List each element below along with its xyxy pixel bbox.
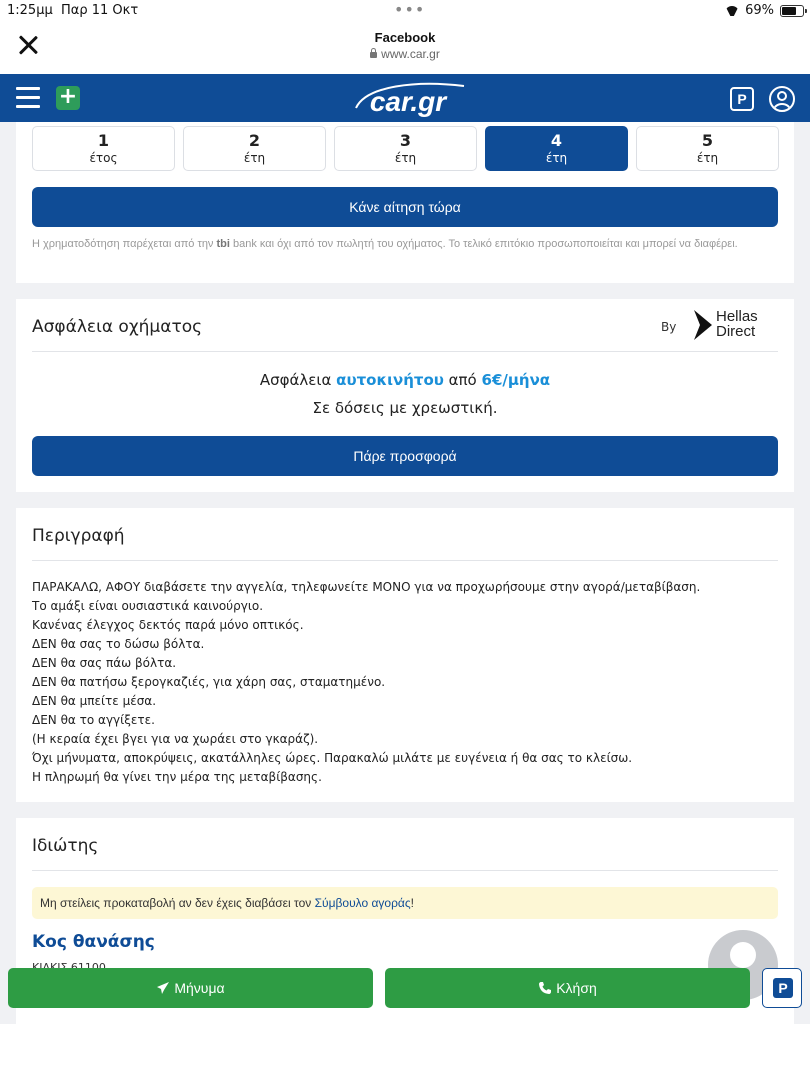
call-button[interactable]: Κλήση: [385, 968, 750, 1008]
paper-plane-icon: [156, 981, 170, 995]
car-insurance-link[interactable]: αυτοκινήτου: [336, 371, 444, 389]
add-listing-button[interactable]: +: [56, 86, 80, 110]
site-navbar: [0, 74, 810, 122]
get-offer-button[interactable]: Πάρε προσφορά: [32, 436, 778, 476]
logo-text: car.gr: [369, 86, 447, 117]
insurance-divider: [32, 351, 778, 352]
hellas-direct-logo-icon: [692, 309, 714, 341]
financing-years-selector: [32, 126, 779, 171]
user-account-icon[interactable]: [769, 86, 795, 112]
battery-icon: [780, 5, 804, 17]
financing-disclaimer: Η χρηματοδότηση παρέχεται από την tbi bank και όχι από τον πωλητή του οχήματος. Το τελικό επιτόκιο προσωποποιείται και μπορεί να διαφέρει.: [32, 238, 738, 250]
parking-save-button[interactable]: [762, 968, 802, 1008]
parking-icon: P: [773, 978, 793, 998]
year-option-5[interactable]: 5 έτη: [636, 126, 779, 171]
page-bottom-area: [0, 1024, 810, 1080]
year-option-3[interactable]: 3 έτη: [334, 126, 477, 171]
multitask-dots[interactable]: •••: [394, 0, 426, 19]
by-label: By: [661, 320, 677, 334]
battery-percent: 69%: [745, 3, 774, 18]
phone-icon: [538, 981, 552, 995]
apply-now-button[interactable]: Κάνε αίτηση τώρα: [32, 187, 778, 227]
wifi-icon: [725, 6, 739, 16]
year-option-2[interactable]: 2 έτη: [183, 126, 326, 171]
financing-card: [16, 122, 794, 283]
deposit-warning: Μη στείλεις προκαταβολή αν δεν έχεις διαβάσει τον Σύμβουλο αγοράς!: [32, 887, 778, 919]
insurance-installments-text: Σε δόσεις με χρεωστική.: [312, 399, 498, 417]
description-card: [16, 508, 794, 802]
contact-action-bar: [0, 968, 810, 1010]
year-option-1[interactable]: 1 έτος: [32, 126, 175, 171]
menu-icon[interactable]: [16, 87, 40, 109]
seller-name[interactable]: Κος θανάσης: [32, 932, 155, 952]
description-title: Περιγραφή: [32, 526, 125, 546]
insurance-offer-text: Ασφάλεια αυτοκινήτου από 6€/μήνα: [259, 371, 551, 389]
buying-advisor-link[interactable]: Σύμβουλο αγοράς: [314, 896, 411, 910]
insurance-card: [16, 299, 794, 492]
car-gr-logo[interactable]: [346, 78, 470, 120]
in-app-browser-header: [0, 22, 810, 74]
parking-icon[interactable]: P: [730, 87, 754, 111]
price-highlight: 6€/μήνα: [481, 371, 551, 389]
description-divider: [32, 560, 778, 561]
seller-divider: [32, 870, 778, 871]
status-time: 1:25μμ Παρ 11 Οκτ: [7, 3, 139, 18]
browser-title: Facebook: [374, 30, 436, 45]
description-text: ΠΑΡΑΚΑΛΩ, ΑΦΟΥ διαβάσετε την αγγελία, τηλεφωνείτε ΜΟΝΟ για να προχωρήσουμε στην αγορά/μεταβίβαση. Το αμάξι είναι ουσιαστικά καινούργιο. Κανένας έλεγχος δεκτός παρά μόνο οπτικός. ΔΕΝ θα σας το δώσω βόλτα. ΔΕΝ θα σας πάω βόλτα. ΔΕΝ θα πατήσω ξερογκαζιές, για χάρη σας, σταματημένο. ΔΕΝ θα μπείτε μέσα. ΔΕΝ θα το αγγίξετε. (Η κεραία έχει βγει για να χωράει στο γκαράζ). Όχι μήνυματα, αποκρύψεις, ακατάλληλες ώρες. Παρακαλώ μιλάτε με ευγένεια ή θα σας το κλείσω. Η πληρωμή θα γίνει την μέρα της μεταβίβασης.: [32, 580, 701, 784]
status-bar: [0, 0, 810, 22]
page-content: [0, 122, 810, 1024]
lock-icon: [370, 52, 377, 58]
year-option-4[interactable]: 4 έτη: [485, 126, 628, 171]
insurance-title: Ασφάλεια οχήματος: [32, 317, 203, 337]
seller-type-title: Ιδιώτης: [32, 836, 99, 856]
message-button[interactable]: Μήνυμα: [8, 968, 373, 1008]
browser-url: www.car.gr: [0, 47, 810, 61]
hellas-direct-logo-text: Hellas Direct: [716, 308, 758, 340]
